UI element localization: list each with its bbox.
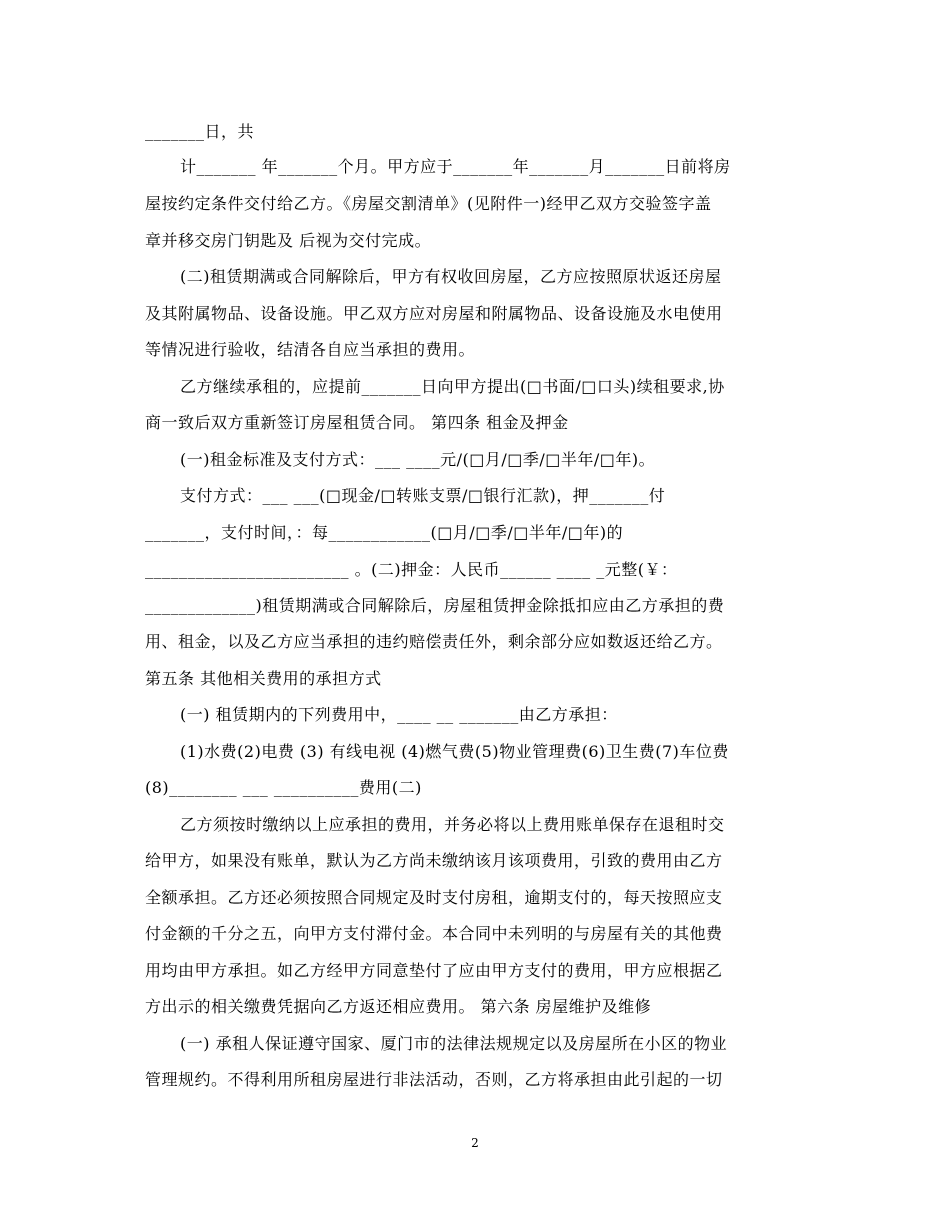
text-line: 方出示的相关缴费凭据向乙方返还相应费用。 第六条 房屋维护及维修: [145, 997, 652, 1016]
text-line: (二)租赁期满或合同解除后，甲方有权收回房屋，乙方应按照原状返还房屋: [180, 267, 722, 286]
text-line: 商一致后双方重新签订房屋租赁合同。 第四条 租金及押金: [145, 413, 569, 432]
text-line: (一) 租赁期内的下列费用中，____ __ _______由乙方承担：: [180, 705, 618, 724]
text-line: _____________)租赁期满或合同解除后，房屋租赁押金除抵扣应由乙方承担的费: [145, 596, 725, 615]
text-line: 章并移交房门钥匙及 后视为交付完成。: [145, 231, 432, 250]
text-line: 付金额的千分之五，向甲方支付滞付金。本合同中未列明的与房屋有关的其他费: [145, 924, 723, 943]
text-line: 乙方继续承租的，应提前_______日向甲方提出(□书面/□口头)续租要求,协: [180, 377, 725, 396]
text-line: 用均由甲方承担。如乙方经甲方同意垫付了应由甲方支付的费用，甲方应根据乙: [145, 961, 723, 980]
section-heading: 第五条 其他相关费用的承担方式: [145, 669, 382, 688]
text-line: (一) 承租人保证遵守国家、厦门市的法律法规规定以及房屋所在小区的物业: [180, 1034, 728, 1053]
text-line: ________________________ 。(二)押金：人民币______ ____ _元整(￥：: [145, 560, 678, 579]
page-number: 2: [471, 1136, 479, 1150]
text-line: (1)水费(2)电费 (3) 有线电视 (4)燃气费(5)物业管理费(6)卫生费(7)车位费: [180, 742, 729, 761]
text-line: 全额承担。乙方还必须按照合同规定及时支付房租，逾期支付的，每天按照应支: [145, 888, 723, 907]
text-line: (一)租金标准及支付方式：___ ____元/(□月/□季/□半年/□年)。: [180, 450, 656, 469]
text-line: (8)________ ___ __________费用(二): [145, 778, 422, 797]
text-line: _______日，共: [145, 122, 255, 141]
text-line: 用、租金，以及乙方应当承担的违约赔偿责任外，剩余部分应如数返还给乙方。: [145, 632, 723, 651]
text-line: 支付方式：___ ___(□现金/□转账支票/□银行汇款)，押_______付: [180, 486, 666, 505]
text-line: 及其附属物品、设备设施。甲乙双方应对房屋和附属物品、设备设施及水电使用: [145, 304, 723, 323]
text-line: 等情况进行验收，结清各自应当承担的费用。: [145, 340, 476, 359]
text-line: _______，支付时间，：每____________(□月/□季/□半年/□年)的: [145, 523, 624, 542]
text-line: 管理规约。不得利用所租房屋进行非法活动，否则，乙方将承担由此引起的一切: [145, 1070, 723, 1089]
text-line: 计_______ 年_______个月。甲方应于_______年_______月_______日前将房: [180, 157, 731, 176]
text-line: 乙方须按时缴纳以上应承担的费用，并务必将以上费用账单保存在退租时交: [180, 815, 725, 834]
text-line: 屋按约定条件交付给乙方。《房屋交割清单》(见附件一)经甲乙双方交验签字盖: [145, 194, 712, 213]
text-line: 给甲方，如果没有账单，默认为乙方尚未缴纳该月该项费用，引致的费用由乙方: [145, 851, 723, 870]
